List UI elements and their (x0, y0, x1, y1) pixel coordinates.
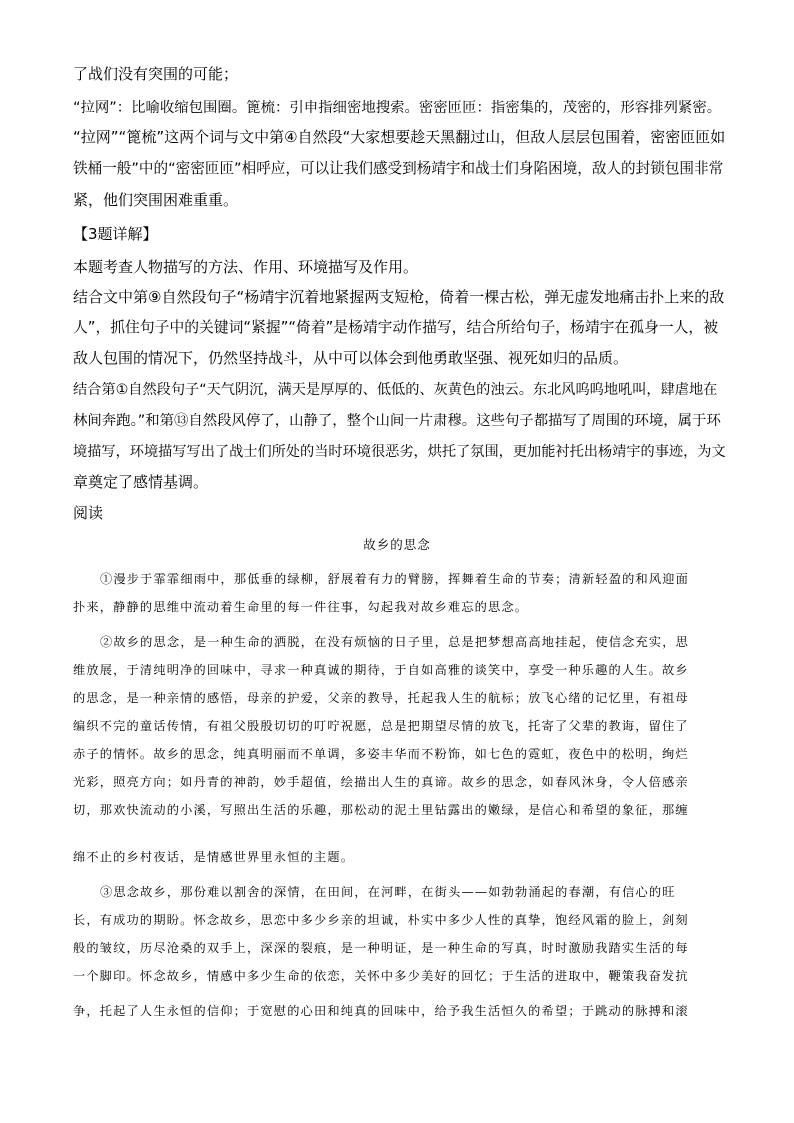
essay-title: 故乡的思念 (363, 537, 431, 552)
essay-line: 赤子的情怀。故乡的思念，纯真明丽而不单调，多姿丰华而不粉饰，如七色的霓虹，夜色中的松明，绚烂 (73, 747, 689, 761)
essay-line: 争，托起了人生永恒的信仰；于宽慰的心田和纯真的回味中，给予我生活恒久的希望；于跳动的脉搏和滚 (73, 1004, 689, 1018)
analysis-line: 本题考查人物描写的方法、作用、环境描写及作用。 (73, 258, 419, 276)
analysis-line: 章奠定了感情基调。 (73, 473, 209, 491)
analysis-line: 境描写，环境描写写出了战士们所处的当时环境很恶劣，烘托了氛围，更加能衬托出杨靖宇的事迹，为文 (73, 444, 726, 460)
essay-line: ①漫步于霏霏细雨中，那低垂的绿柳，舒展着有力的臂膀，挥舞着生命的节奏；清新轻盈的和风迎面 (100, 572, 690, 586)
essay-line: 光彩，照亮方向；如丹青的神韵，妙手超值，绘描出人生的真谛。故乡的思念，如春风沐身，令人倍感亲 (73, 775, 689, 789)
essay-line: ②故乡的思念，是一种生命的洒脱，在没有烦恼的日子里，总是把梦想高高地挂起，使信念充实，思 (100, 635, 690, 649)
reading-label: 阅读 (73, 504, 104, 522)
essay-line: 切，那欢快流动的小溪，写照出生活的乐趣，那松动的泥土里钻露出的嫩绿，是信心和希望的象征，那缠 (73, 803, 689, 817)
analysis-line: 结合第①自然段句子“天气阴沉，满天是厚厚的、低低的、灰黄色的浊云。东北风呜呜地吼叫，肆虐地在 (73, 382, 718, 398)
essay-line: ③思念故乡，那份难以割舍的深情，在田间，在河畔，在街头——如勃勃涌起的春潮，有信心的旺 (100, 885, 676, 899)
essay-line: 扑来，静静的思维中流动着生命里的每一件往事，勾起我对故乡难忘的思念。 (73, 600, 529, 614)
essay-line: 一个脚印。怀念故乡，情感中多少生命的依恋，关怀中多少美好的回忆；于生活的进取中，鞭策我奋发抗 (73, 969, 689, 983)
analysis-line: 敌人包围的情况下，仍然坚持战斗，从中可以体会到他勇敢坚强、视死如归的品质。 (73, 349, 629, 367)
analysis-line: “拉网”：比喻收缩包围圈。篦梳：引申指细密地搜索。密密匝匝：指密集的，茂密的，形容排列紧密。 (73, 100, 722, 116)
essay-line: 绵不止的乡村夜话，是情感世界里永恒的主题。 (73, 850, 355, 864)
section-heading: 【3题详解】 (73, 225, 158, 243)
analysis-line: 人”，抓住句子中的关键词“紧握”“倚着”是杨靖宇动作描写，结合所给句子，杨靖宇在孤身一人，被 (73, 319, 719, 336)
analysis-line: 结合文中第⑨自然段句子“杨靖宇沉着地紧握两支短枪，倚着一棵古松，弹无虚发地痛击扑上来的敌 (73, 288, 725, 306)
essay-line: 般的皱纹，历尽沧桑的双手上，深深的裂痕，是一种明证，是一种生命的写真，时时激励我踏实生活的每 (73, 941, 689, 955)
analysis-line: 林间奔跑。”和第⑬自然段风停了，山静了，整个山间一片肃穆。这些句子都描写了周围的环境，属于环 (73, 413, 721, 429)
analysis-line: “拉网”“篦梳”这两个词与文中第④自然段“大家想要趁天黑翻过山，但敌人层层包围着，密密匝匝如 (73, 128, 726, 146)
essay-line: 长，有成功的期盼。怀念故乡，思恋中多少乡亲的坦诚，朴实中多少人性的真挚，饱经风霜的脸上，剑刻 (73, 913, 689, 927)
analysis-line: 铁桶一般”中的“密密匝匝”相呼应，可以让我们感受到杨靖宇和战士们身陷困境，敌人的封锁包围非常 (73, 160, 724, 177)
essay-line: 编织不完的童话传情，有祖父殷殷切切的叮咛祝愿，总是把期望尽情的放飞，托寄了父辈的教诲，留住了 (73, 719, 689, 733)
analysis-line: 紧，他们突围困难重重。 (73, 191, 239, 209)
essay-line: 维放展，于清纯明净的回味中，寻求一种真诚的期待，于自如高雅的谈笑中，享受一种乐趣的人生。故乡 (73, 663, 689, 677)
analysis-line: 了战们没有突围的可能； (73, 65, 239, 83)
essay-line: 的思念，是一种亲情的感悟，母亲的护爱，父亲的教导，托起我人生的航标；放飞心绪的记忆里，有祖母 (73, 691, 689, 705)
